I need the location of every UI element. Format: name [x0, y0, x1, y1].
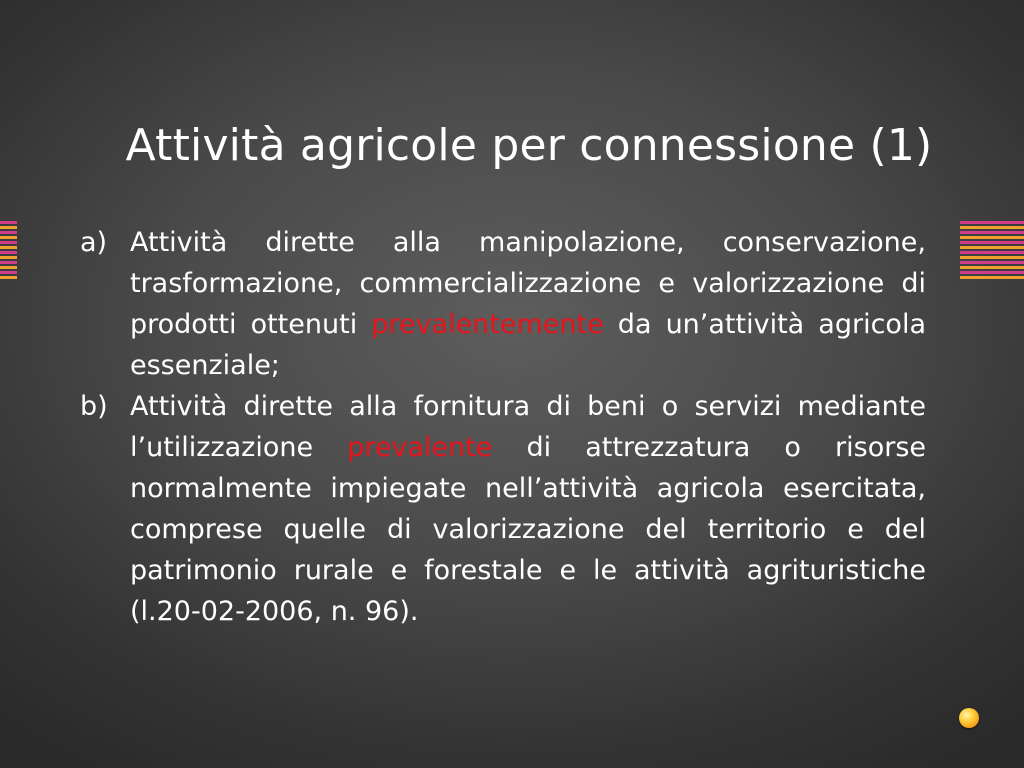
- decoration-stripe: [0, 246, 17, 249]
- list-item-text: [130, 386, 926, 632]
- decoration-stripe: [0, 226, 17, 229]
- decoration-stripe: [960, 251, 1024, 254]
- text-segment: Attività dirette alla manipolazione, conservazione, trasformazione, commercializzazione e valorizzazione di prodotti ottenuti: [130, 227, 926, 340]
- decoration-stripe: [0, 231, 17, 234]
- list-item-b: [80, 386, 926, 632]
- left-stripe-decoration: [0, 221, 17, 281]
- decoration-stripe: [0, 251, 17, 254]
- text-segment: da un’attività agricola essenziale;: [130, 309, 926, 381]
- decoration-stripe: [960, 226, 1024, 229]
- decoration-stripe: [960, 256, 1024, 259]
- decoration-stripe: [0, 271, 17, 274]
- decoration-stripe: [960, 246, 1024, 249]
- bullet-list: [80, 222, 926, 632]
- decoration-stripe: [960, 236, 1024, 239]
- decoration-stripe: [0, 256, 17, 259]
- decoration-stripe: [960, 271, 1024, 274]
- list-item-letter: b): [80, 391, 108, 422]
- decoration-stripe: [960, 221, 1024, 224]
- slide-title: Attività agricole per connessione (1): [125, 120, 933, 171]
- orange-bullet-dot-icon: [959, 708, 979, 728]
- decoration-stripe: [0, 276, 17, 279]
- decoration-stripe: [0, 236, 17, 239]
- decoration-stripe: [0, 266, 17, 269]
- right-stripe-decoration: [960, 221, 1024, 281]
- list-item-a: [80, 222, 926, 386]
- decoration-stripe: [960, 266, 1024, 269]
- text-segment: Attività dirette alla fornitura di beni o servizi mediante l’utilizzazione: [130, 391, 926, 463]
- decoration-stripe: [960, 261, 1024, 264]
- list-item-text: [130, 222, 926, 386]
- decoration-stripe: [0, 221, 17, 224]
- decoration-stripe: [960, 231, 1024, 234]
- highlighted-word: prevalentemente: [371, 309, 604, 340]
- text-segment: di attrezzatura o risorse normalmente impiegate nell’attività agricola esercitata, comprese quelle di valorizzazione del territorio e del patrimonio rurale e forestale e le attività agrituristiche (l.20-02-2006, n. 96).: [130, 432, 926, 627]
- decoration-stripe: [0, 241, 17, 244]
- decoration-stripe: [960, 276, 1024, 279]
- decoration-stripe: [960, 241, 1024, 244]
- list-item-letter: a): [80, 227, 108, 258]
- decoration-stripe: [0, 261, 17, 264]
- highlighted-word: prevalente: [347, 432, 493, 463]
